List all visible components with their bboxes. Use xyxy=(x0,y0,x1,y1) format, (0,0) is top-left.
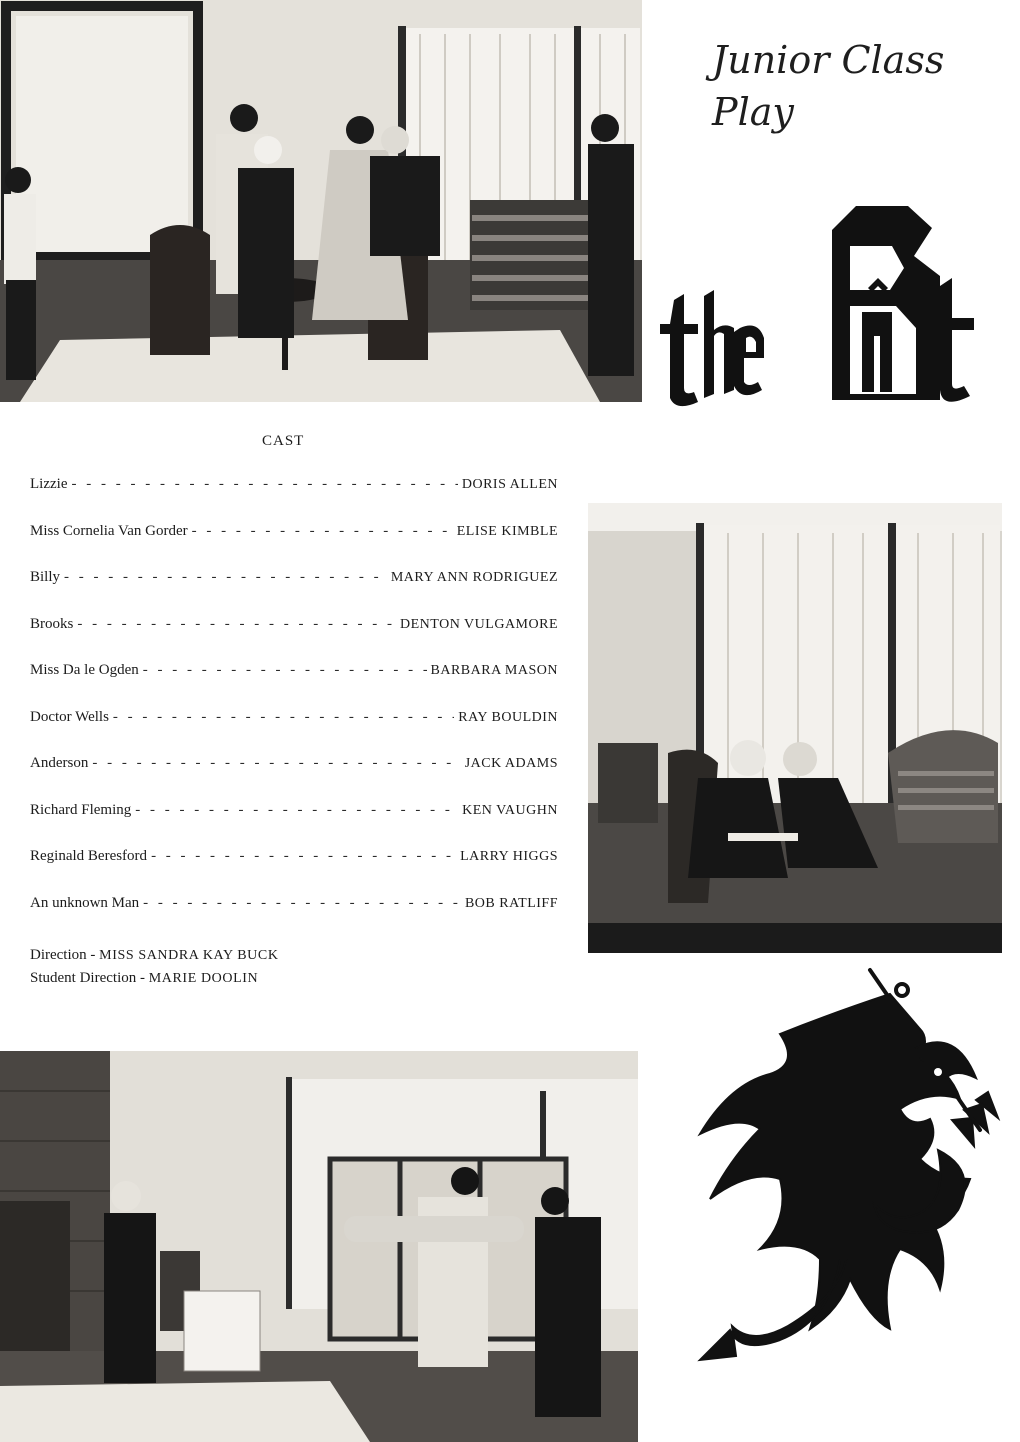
cast-actor: LARRY HIGGS xyxy=(460,849,558,864)
cast-actor: JACK ADAMS xyxy=(464,756,558,771)
cast-actor: DORIS ALLEN xyxy=(461,477,558,492)
stage-photo-middle xyxy=(588,503,1002,953)
student-direction-value: MARIE DOOLIN xyxy=(148,971,259,986)
cast-list xyxy=(30,476,558,941)
direction-value: MISS SANDRA KAY BUCK xyxy=(99,948,279,963)
dotted-leader xyxy=(64,569,387,586)
play-title-logo xyxy=(660,172,1010,422)
cast-role: Richard Fleming xyxy=(30,801,132,818)
cast-role: Doctor Wells xyxy=(30,708,109,725)
cast-role: Brooks xyxy=(30,615,74,632)
cast-row xyxy=(30,569,558,616)
cast-row xyxy=(30,848,558,895)
cast-actor: BOB RATLIFF xyxy=(464,895,558,911)
cast-row xyxy=(30,755,558,802)
cast-row xyxy=(30,523,558,570)
dotted-leader xyxy=(71,476,457,493)
cast-heading: CAST xyxy=(262,433,305,449)
cast-role: Lizzie xyxy=(30,476,68,492)
stage-photo-top xyxy=(0,0,642,402)
cast-actor: DENTON VULGAMORE xyxy=(400,616,558,632)
title-line-2: Play xyxy=(712,90,794,134)
dotted-leader xyxy=(151,848,456,865)
cast-row xyxy=(30,895,558,942)
direction-credits xyxy=(30,944,279,990)
dotted-leader xyxy=(77,616,396,633)
dotted-leader xyxy=(192,523,453,540)
direction-label: Direction - xyxy=(30,947,96,963)
title-line-1: Junior Class xyxy=(712,38,945,82)
cast-role: Anderson xyxy=(30,755,89,771)
cast-role: Reginald Beresford xyxy=(30,848,148,864)
cast-row xyxy=(30,709,558,756)
stage-photo-bottom xyxy=(0,1051,638,1442)
dotted-leader xyxy=(143,662,427,679)
bat-devil-illustration xyxy=(690,960,1010,1430)
cast-actor: ELISE KIMBLE xyxy=(456,523,558,539)
cast-row xyxy=(30,662,558,709)
cast-actor: KEN VAUGHN xyxy=(462,802,558,818)
student-direction-line xyxy=(30,967,279,990)
dotted-leader xyxy=(143,895,461,912)
cast-row xyxy=(30,476,558,523)
page-title xyxy=(712,34,944,138)
direction-line xyxy=(30,944,279,967)
cast-actor: RAY BOULDIN xyxy=(458,709,558,725)
student-direction-label: Student Direction - xyxy=(30,970,145,986)
cast-actor: MARY ANN RODRIGUEZ xyxy=(390,570,558,585)
cast-role: Miss Cornelia Van Gorder xyxy=(30,522,188,539)
cast-role: Miss Da le Ogden xyxy=(30,662,139,678)
cast-role: Billy xyxy=(30,569,61,585)
cast-role: An unknown Man xyxy=(30,894,140,911)
cast-row xyxy=(30,802,558,849)
dotted-leader xyxy=(92,755,460,772)
cast-actor: BARBARA MASON xyxy=(430,663,558,678)
dotted-leader xyxy=(113,709,454,726)
dotted-leader xyxy=(135,802,458,819)
cast-row xyxy=(30,616,558,663)
